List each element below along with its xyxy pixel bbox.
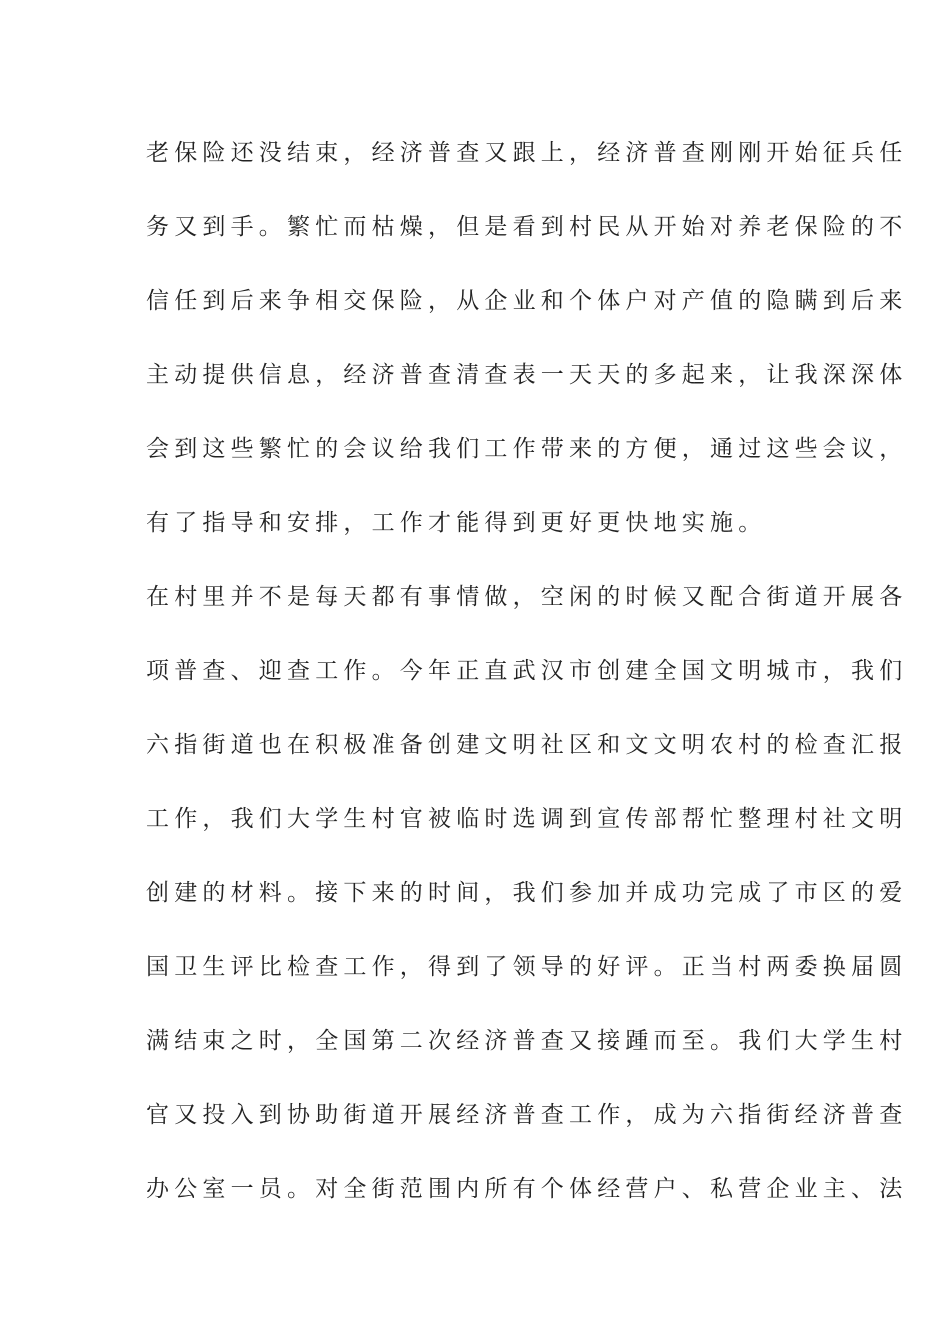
text-line: 官又投入到协助街道开展经济普查工作，成为六指街经济普查 — [146, 1102, 908, 1128]
paragraph-1 — [146, 116, 908, 560]
text-line: 创建的材料。接下来的时间，我们参加并成功完成了市区的爱 — [146, 880, 908, 906]
paragraph-2 — [146, 560, 908, 1226]
text-line: 六指街道也在积极准备创建文明社区和文文明农村的检查汇报 — [146, 732, 908, 758]
text-line: 国卫生评比检查工作，得到了领导的好评。正当村两委换届圆 — [146, 954, 908, 980]
text-line: 在村里并不是每天都有事情做，空闲的时候又配合街道开展各 — [146, 584, 908, 610]
text-line: 工作，我们大学生村官被临时选调到宣传部帮忙整理村社文明 — [146, 806, 908, 832]
text-line: 信任到后来争相交保险，从企业和个体户对产值的隐瞒到后来 — [146, 288, 908, 314]
text-line: 有了指导和安排，工作才能得到更好更快地实施。 — [146, 510, 767, 536]
text-line: 项普查、迎查工作。今年正直武汉市创建全国文明城市，我们 — [146, 658, 908, 684]
text-line: 主动提供信息，经济普查清查表一天天的多起来，让我深深体 — [146, 362, 908, 388]
text-line: 会到这些繁忙的会议给我们工作带来的方便，通过这些会议， — [146, 436, 908, 462]
text-line: 办公室一员。对全街范围内所有个体经营户、私营企业主、法 — [146, 1176, 908, 1202]
text-line: 满结束之时，全国第二次经济普查又接踵而至。我们大学生村 — [146, 1028, 908, 1054]
text-line: 务又到手。繁忙而枯燥，但是看到村民从开始对养老保险的不 — [146, 214, 908, 240]
text-line: 老保险还没结束，经济普查又跟上，经济普查刚刚开始征兵任 — [146, 140, 908, 166]
